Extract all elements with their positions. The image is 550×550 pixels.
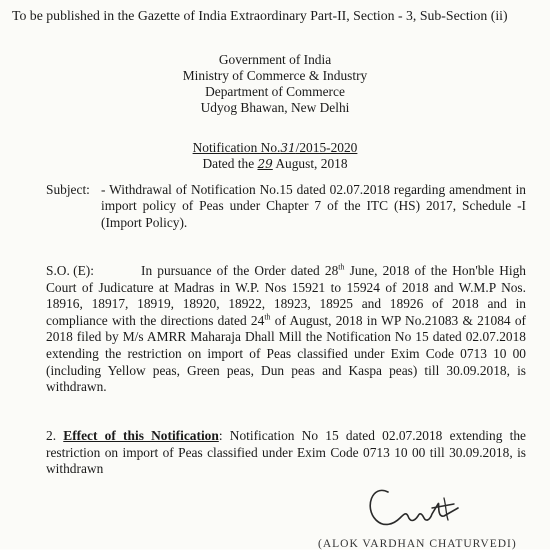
so-text-part3: of August, 2018 in WP No.21083 & 21084 of 2018 filed by M/s AMRR Maharaja Dhall Mill the Notification No 15 dated 02.07.2018 extending the restriction on import of Peas classified under Exim Code 0713 10 00 (including Yellow peas, Green peas, Dun peas and Kaspa peas) till 30.09.2018, is withdrawn. [46,312,526,395]
notification-suffix: /2015-2020 [295,140,358,155]
so-text-part2: June, 2018 of the Hon'ble High Court of Judicature at Madras in W.P. Nos 15921 to 15924 of 2018 and W.M.P Nos. 18916, 18917, 18919, 18920, 18922, 18923, 18925 and 18926 of 2018 and in compliance with the directions dated 24 [46,263,526,328]
date-suffix: August, 2018 [272,156,348,171]
header-department: Department of Commerce [205,84,345,99]
gazette-publication-line: To be published in the Gazette of India Extraordinary Part-II, Section - 3, Sub-Section (ii) [12,8,508,23]
effect-paragraph [46,428,526,478]
subject-text: - Withdrawal of Notification No.15 dated 02.07.2018 regarding amendment in import policy of Peas under Chapter 7 of the ITC (HS) 2017, Schedule -I (Import Policy). [101,182,526,230]
notification-block [0,140,550,172]
so-sup-1: th [338,262,345,272]
effect-number: 2. [46,428,64,443]
so-text-part1: In pursuance of the Order dated 28 [141,263,339,278]
date-handwritten-day: 29 [257,157,273,171]
notification-number [0,140,550,156]
handwritten-signature [360,478,470,538]
so-label: S.O. (E): [46,263,94,278]
subject-label: Subject: [46,182,90,197]
signatory-name: (ALOK VARDHAN CHATURVEDI) [318,538,517,550]
so-paragraph [46,263,526,396]
notification-prefix: Notification No. [192,140,281,155]
header-ministry: Ministry of Commerce & Industry [182,68,368,83]
notification-handwritten-number: 31 [280,141,296,155]
header-government: Government of India [218,52,332,67]
effect-heading: Effect of this Notification [63,428,219,443]
effect-text: Notification No 15 dated 02.07.2018 extending the restriction on import of Peas classified under Exim Code 0713 10 00 till 30.09.2018, is withdrawn [46,428,526,477]
issuing-authority-header [0,52,550,116]
so-sup-2: th [264,312,271,322]
effect-colon: : [218,428,223,443]
notification-date [0,156,550,172]
header-address: Udyog Bhawan, New Delhi [200,100,350,115]
date-prefix: Dated the [202,156,258,171]
